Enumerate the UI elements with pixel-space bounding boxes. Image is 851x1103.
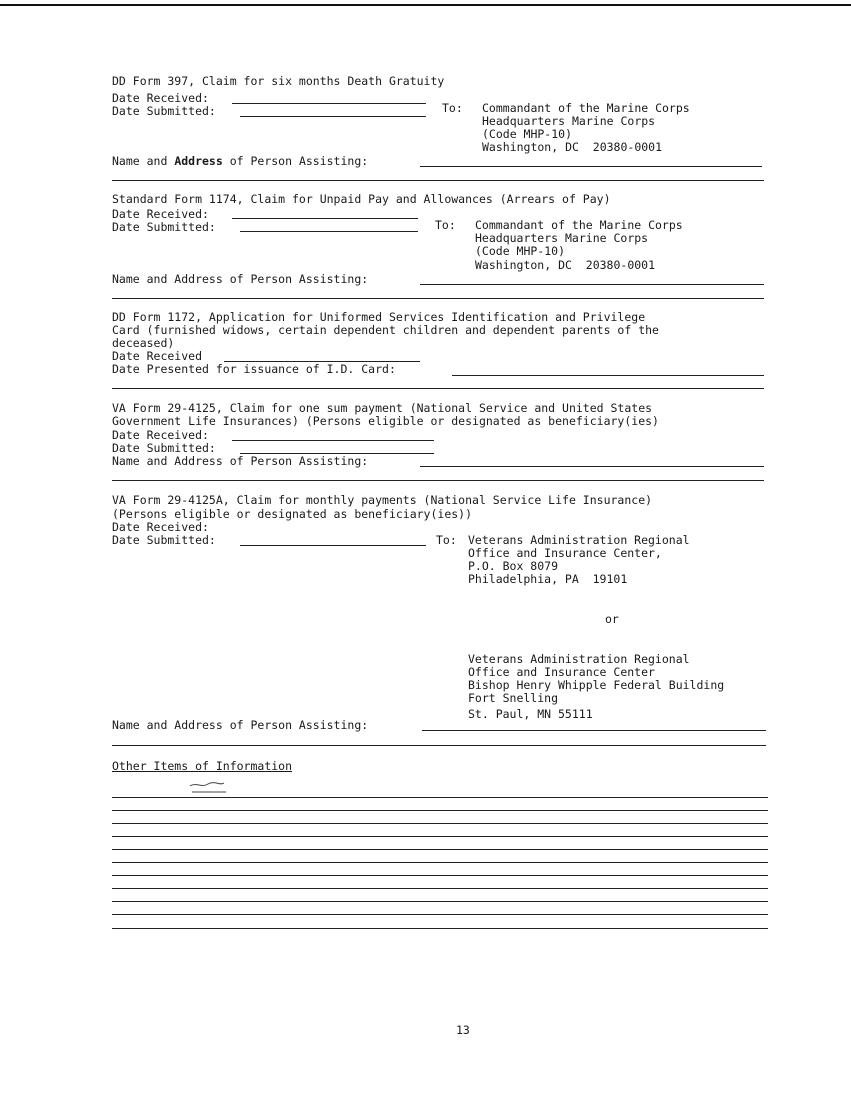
person-assisting-field[interactable] [420,166,762,167]
date-submitted-field[interactable] [240,231,418,232]
section-divider [112,180,764,181]
section-title: (Persons eligible or designated as beneficiary(ies)) [112,507,473,521]
info-line[interactable] [112,888,768,889]
page-number: 13 [456,1023,470,1037]
info-line[interactable] [112,901,768,902]
address-line: Commandant of the Marine Corps [482,101,690,115]
date-submitted-field[interactable] [240,545,426,546]
section-title: DD Form 397, Claim for six months Death Gratuity [112,74,445,88]
info-line[interactable] [112,928,768,929]
date-received-field[interactable] [232,103,426,104]
address-line: (Code MHP-10) [482,127,573,141]
person-assisting-field[interactable] [422,730,766,731]
handwritten-mark [188,780,228,796]
info-line[interactable] [112,875,768,876]
date-received-label: Date Received [112,349,203,363]
address-line: (Code MHP-10) [475,244,566,258]
person-assisting-label: Name and Address of Person Assisting: [112,454,369,468]
person-assisting-label: Name and Address of Person Assisting: [112,718,369,732]
address-line: Washington, DC 20380-0001 [482,140,663,154]
info-line[interactable] [112,810,768,811]
date-presented-label: Date Presented for issuance of I.D. Card: [112,362,396,376]
info-line[interactable] [112,823,768,824]
address-line: Commandant of the Marine Corps [475,218,683,232]
date-received-label: Date Received: [112,91,209,105]
address-line: Office and Insurance Center, [468,546,662,560]
section-title: Standard Form 1174, Claim for Unpaid Pay and Allowances (Arrears of Pay) [112,192,611,206]
date-submitted-label: Date Submitted: [112,220,216,234]
info-line[interactable] [112,797,768,798]
address-line: Philadelphia, PA 19101 [468,572,628,586]
address-line: Headquarters Marine Corps [475,231,649,245]
date-received-label: Date Received: [112,520,209,534]
section-divider [112,480,764,481]
date-received-field[interactable] [232,218,418,219]
date-received-label: Date Received: [112,428,209,442]
section-divider [112,388,764,389]
info-line[interactable] [112,836,768,837]
or-label: or [605,612,619,626]
address-line: Veterans Administration Regional [468,533,690,547]
person-assisting-label: Name and Address of Person Assisting: [112,272,369,286]
address-line: Office and Insurance Center [468,665,655,679]
date-received-field[interactable] [232,440,434,441]
to-label: To: [442,101,463,115]
person-assisting-field[interactable] [420,284,764,285]
info-line[interactable] [112,849,768,850]
section-title: VA Form 29-4125, Claim for one sum payment (National Service and United States [112,401,653,415]
to-label: To: [435,218,456,232]
address-line: P.O. Box 8079 [468,559,559,573]
date-submitted-label: Date Submitted: [112,104,216,118]
date-presented-field[interactable] [452,375,764,376]
person-assisting-field[interactable] [420,466,764,467]
other-items-heading: Other Items of Information [112,759,293,773]
top-border [0,4,851,6]
section-title: Government Life Insurances) (Persons eligible or designated as beneficiary(ies) [112,414,659,428]
section-title: VA Form 29-4125A, Claim for monthly payments (National Service Life Insurance) [112,493,653,507]
info-line[interactable] [112,862,768,863]
section-title: DD Form 1172, Application for Uniformed Services Identification and Privilege [112,310,646,324]
address-line: Veterans Administration Regional [468,652,690,666]
to-label: To: [436,533,457,547]
section-divider [112,298,764,299]
date-received-label: Date Received: [112,207,209,221]
address-line: Bishop Henry Whipple Federal Building [468,678,725,692]
address-line: Headquarters Marine Corps [482,114,656,128]
date-submitted-field[interactable] [240,116,426,117]
section-title: deceased) [112,336,175,350]
address-line: St. Paul, MN 55111 [468,707,593,721]
section-divider [112,745,766,746]
person-assisting-label: Name and Address of Person Assisting: [112,154,369,168]
date-submitted-label: Date Submitted: [112,533,216,547]
address-line: Washington, DC 20380-0001 [475,258,656,272]
info-line[interactable] [112,914,768,915]
date-submitted-label: Date Submitted: [112,441,216,455]
section-title: Card (furnished widows, certain dependent children and dependent parents of the [112,323,659,337]
address-line: Fort Snelling [468,691,559,705]
